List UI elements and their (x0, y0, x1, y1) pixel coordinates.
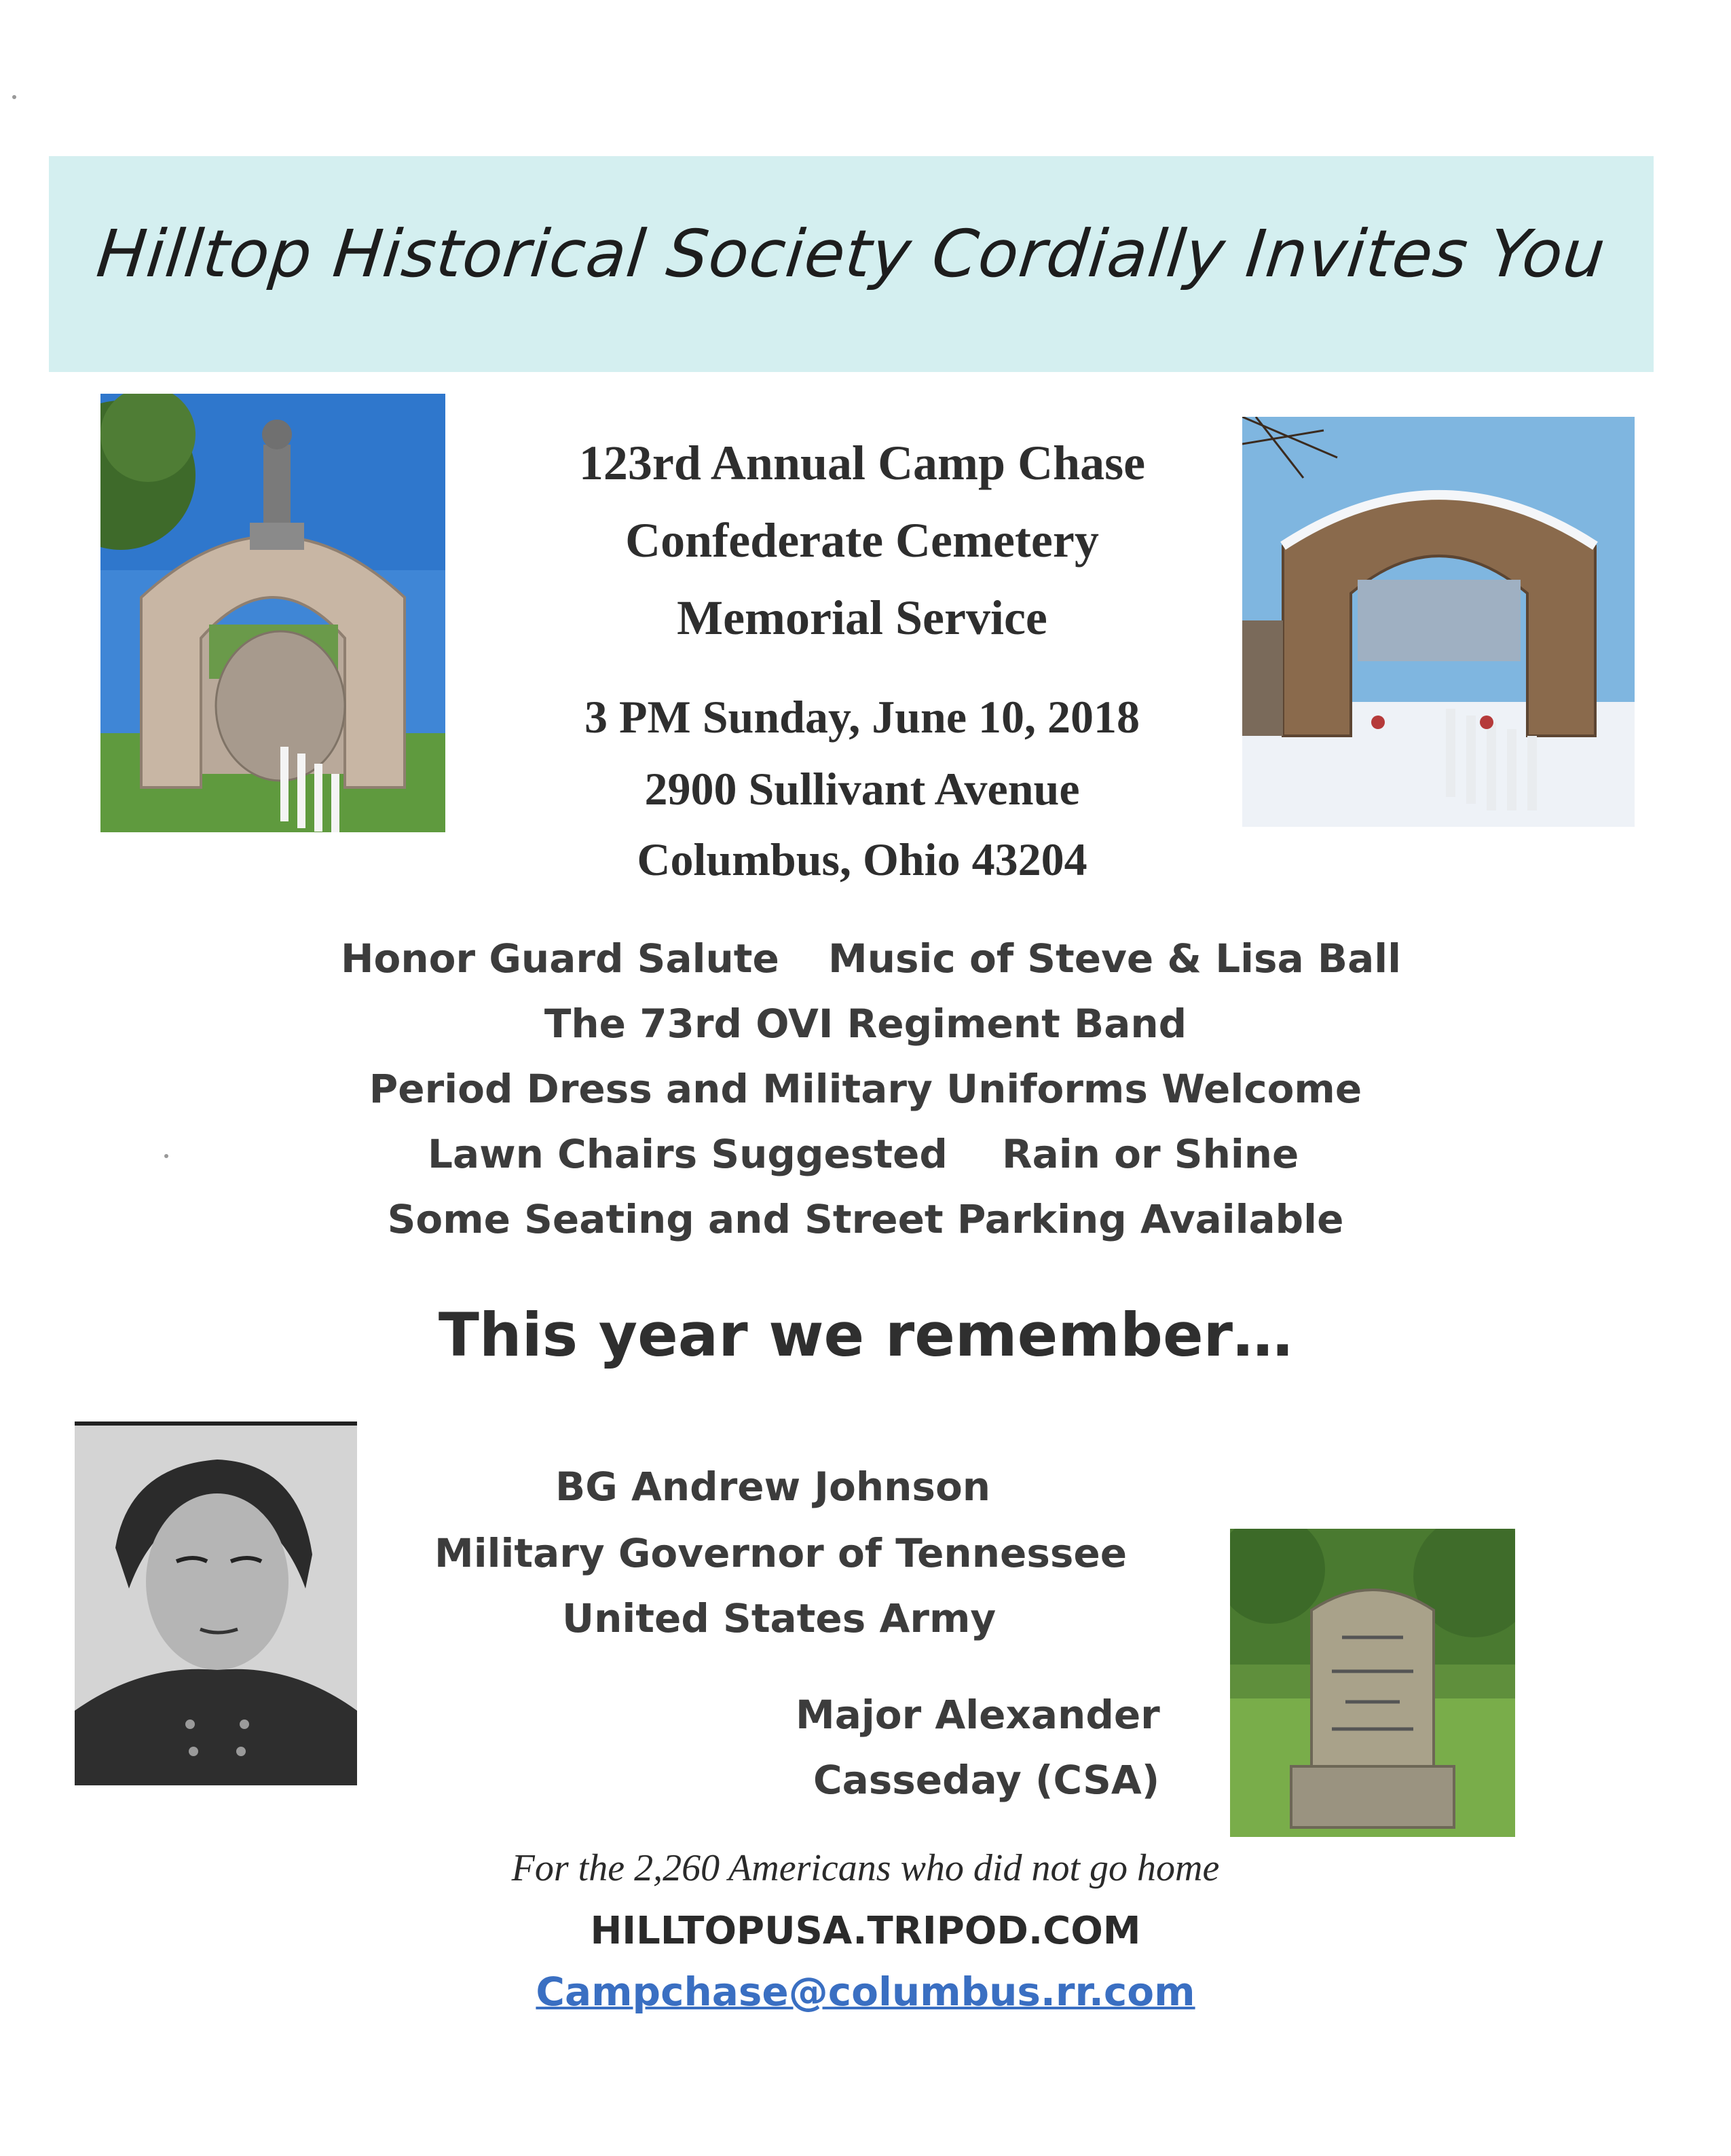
lawn-chairs-text: Lawn Chairs Suggested (428, 1131, 948, 1177)
remember-heading: This year we remember… (438, 1300, 1293, 1370)
scan-speck (12, 95, 16, 99)
event-title-line-2: Confederate Cemetery (625, 513, 1099, 568)
event-title-line-1: 123rd Annual Camp Chase (578, 436, 1146, 490)
honor-guard-text: Honor Guard Salute (341, 935, 779, 982)
website-text: HILLTOPUSA.TRIPOD.COM (590, 1909, 1141, 1953)
parking-text: Some Seating and Street Parking Available (387, 1196, 1344, 1242)
person1-branch: United States Army (562, 1595, 997, 1641)
dedication-text: For the 2,260 Americans who did not go home (511, 1847, 1220, 1889)
event-title-line-3: Memorial Service (677, 591, 1047, 645)
event-datetime: 3 PM Sunday, June 10, 2018 (584, 691, 1140, 743)
person2-name-line1: Major Alexander (796, 1692, 1160, 1738)
scan-speck (164, 1154, 168, 1158)
dress-text: Period Dress and Military Uniforms Welcome (369, 1066, 1362, 1112)
person1-name: BG Andrew Johnson (555, 1464, 991, 1510)
email-link[interactable]: Campchase@columbus.rr.com (536, 1969, 1195, 2015)
event-address-street: 2900 Sullivant Avenue (644, 763, 1080, 815)
person2-name-line2: Casseday (CSA) (813, 1757, 1160, 1803)
gravestone-photo (1230, 1529, 1515, 1837)
header-banner (49, 156, 1654, 372)
andrew-johnson-portrait (75, 1421, 357, 1785)
winter-arch-photo (1242, 417, 1635, 827)
band-text: The 73rd OVI Regiment Band (544, 1001, 1187, 1047)
banner-title: Hilltop Historical Society Cordially Invites You (93, 216, 1609, 292)
person1-title: Military Governor of Tennessee (434, 1530, 1128, 1576)
event-address-city: Columbus, Ohio 43204 (637, 834, 1087, 885)
rain-or-shine-text: Rain or Shine (1002, 1131, 1299, 1177)
summer-arch-photo (100, 394, 445, 832)
music-text: Music of Steve & Lisa Ball (828, 935, 1402, 982)
